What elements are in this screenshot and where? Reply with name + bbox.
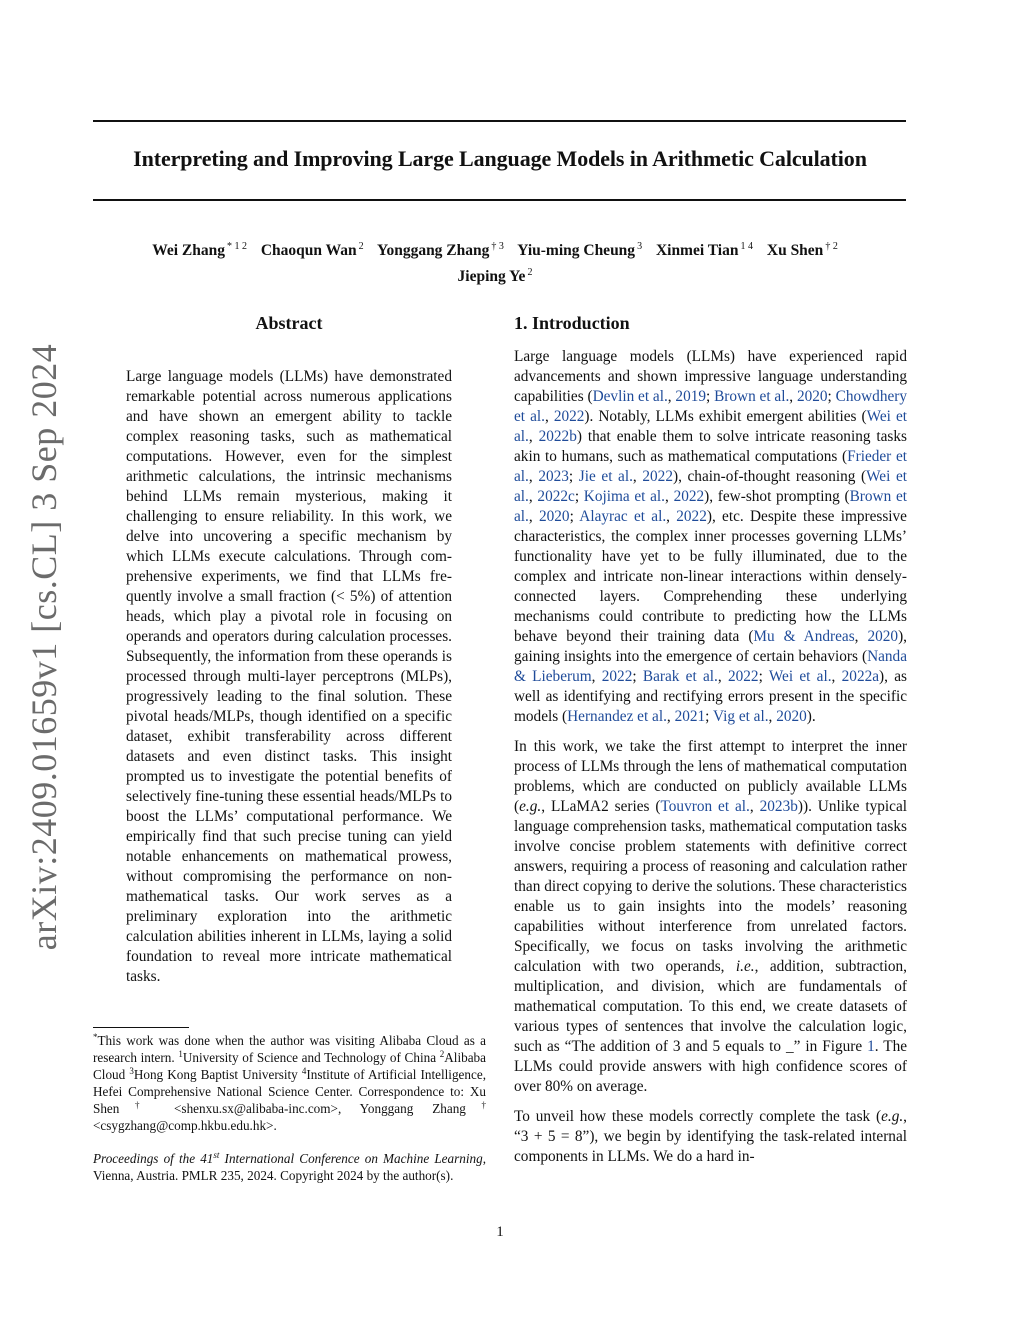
citation-link[interactable]: 2020 [538,508,570,525]
introduction-body [514,347,907,1177]
footnote-rule [93,1027,189,1028]
superscript: 2 [439,1049,445,1059]
citation-link[interactable]: Wei et al. [514,408,907,445]
citation-link[interactable]: Jie et al. [578,468,633,485]
citation-link[interactable]: 1 [867,1038,875,1055]
citation-link[interactable]: Touvron et al. [660,798,750,815]
affiliation-footnote: *This work was done when the author was visiting Alibaba Cloud as a research intern. $^1$University of Science and Technology of China $^2$Alibaba Cloud $^3$Hong Kong Baptist University $^4$Institute of Artificial Intelligence, Hefei Comprehensive National Science Center. Correspondence to: Xu Shen† <shenxu.sx@alibaba-inc.com>, Yonggang Zhang† <csygzhang@comp.hkbu.edu.hk>. [93,1032,487,1133]
citation-link[interactable]: Brown et al. [514,488,907,525]
citation-link[interactable]: 2020 [796,388,828,405]
citation-link[interactable]: 2023b [759,798,798,815]
superscript: † [119,1100,156,1110]
citation-link[interactable]: 2023 [538,468,569,485]
author: Jieping Ye $^2$ [457,267,533,285]
superscript: † [465,1100,487,1110]
citation-link[interactable]: 2022a [841,668,880,685]
author: Wei Zhang $^{* 1 2}$ [152,241,247,259]
citation-link[interactable]: Mu & Andreas [753,628,855,645]
abstract-text: Large language models (LLMs) have demonstrated remarkable potential across numerous applications and have shown an emergent ability to tackle complex reasoning tasks, such as mathematical computations. However, even for the simplest arithmetic calculations, the intrinsic mechanisms behind LLMs remain mysterious, making it challenging to ensure reliability. In this work, we delve into uncovering a specific mechanism by which LLMs execute calculations. Through comprehensive experiments, we find that LLMs frequently involve a small fraction (< 5%) of attention heads, which play a pivotal role in focusing on operands and operators during calculation processes. Subsequently, the information from these operands is processed through multi-layer perceptrons (MLPs), progressively leading to the final solution. These pivotal heads/MLPs, though identified on a specific dataset, exhibit transferability across different datasets and even distinct tasks. This insight prompted us to investigate the potential benefits of selectively fine-tuning these essential heads/MLPs to boost the LLMs’ computational performance. We empirically find that such precise tuning can yield notable enhancements on mathematical prowess, without compromising the performance on non-mathematical tasks. Our work serves as a preliminary exploration into the arithmetic calculation abilities inherent in LLMs, laying a solid foundation to reveal more intricate mathematical tasks. [126,368,452,985]
citation-link[interactable]: 2021 [674,708,706,725]
citation-link[interactable]: Wei et al. [514,468,907,505]
page-number: 1 [496,1224,504,1240]
citation-link[interactable]: 2022 [601,668,633,685]
italic-text: Proceedings of the 41 [93,1151,214,1166]
citation-link[interactable]: 2022b [538,428,577,445]
citation-link[interactable]: 2022c [537,488,575,505]
citation-link[interactable]: 2019 [675,388,707,405]
intro-paragraph-2: In this work, we take the first attempt to interpret the inner process of LLMs through the lens of mathematical computation problems, which are conducted on publicly available LLMs (e.g., LLaMA2 series (Touvron et al., 2023b)). Unlike typical language comprehension tasks, mathematical computation tasks involve concise problem statements with definitive correct answers, requiring a process of reasoning and calculation rather than direct copying to derive the solutions. These characteristics enable us to gain insights into the models’ reasoning capabilities without interference from unrelated factors. Specifically, we focus on tasks involving the arithmetic calculation with two operands, i.e., addition, subtraction, multiplication, and division, which are fundamentals of mathematical computation. To this end, we create datasets of various types of sentences that involve the calculation logic, such as “The addition of 3 and 5 equals to _” in Figure 1. The LLMs could provide answers with high confidence scores of over 80% on average. [514,738,908,1095]
citation-link[interactable]: Alayrac et al. [579,508,667,525]
author-list [100,236,900,288]
citation-link[interactable]: 2022 [676,508,707,525]
citation-link[interactable]: Vig et al. [712,708,769,725]
author: Yiu-ming Cheung $^3$ [517,241,643,259]
citation-link[interactable]: Devlin et al. [592,388,668,405]
citation-link[interactable]: Nanda & Lieberum [514,648,907,685]
italic-text: International Conference on Machine Learning [219,1151,483,1166]
citation-link[interactable]: Frieder et al. [514,448,907,485]
superscript: * [93,1032,98,1042]
citation-link[interactable]: Brown et al. [714,388,790,405]
title-rule-bottom [93,199,906,201]
citation-link[interactable]: 2020 [867,628,899,645]
introduction-heading: 1. Introduction [514,313,630,333]
superscript: 4 [301,1066,307,1076]
citation-link[interactable]: Chowdhery et al. [514,388,908,425]
citation-link[interactable]: Barak et al. [642,668,718,685]
citation-link[interactable]: 2022 [727,668,759,685]
superscript: st [213,1150,220,1160]
author: Xinmei Tian $^{1 4}$ [655,241,753,259]
author: Yonggang Zhang $^{\dagger 3}$ [376,241,504,259]
intro-paragraph-1: Large language models (LLMs) have experienced rapid advancements and shown impressive language understanding capabilities (Devlin et al., 2019; Brown et al., 2020; Chowdhery et al., 2022). Notably, LLMs exhibit emergent abilities (Wei et al., 2022b) that enable them to solve intricate reasoning tasks akin to humans, such as mathematical computations (Frieder et al., 2023; Jie et al., 2022), chain-of-thought reasoning (Wei et al., 2022c; Kojima et al., 2022), few-shot prompting (Brown et al., 2020; Alayrac et al., 2022), etc. Despite these impressive characteristics, the complex inner processes governing LLMs’ functionality have yet to be fully illuminated, due to the complex and intricate non-linear interactions within densely-connected layers. Comprehending these underlying mechanisms could contribute to predicting how the LLMs behave beyond their training data (Mu & Andreas, 2020), gaining insights into the emergence of certain behaviors (Nanda & Lieberum, 2022; Barak et al., 2022; Wei et al., 2022a), as well as identifying and rectifying errors present in the specific models (Hernandez et al., 2021; Vig et al., 2020). [514,348,908,725]
abstract-heading: Abstract [255,313,323,333]
paper-title: Interpreting and Improving Large Language Models in Arithmetic Calculation [133,146,867,171]
citation-link[interactable]: Kojima et al. [583,488,666,505]
intro-paragraph-3: To unveil how these models correctly complete the task (e.g., “3 + 5 = 8”), we begin by identifying the task-related internal components in LLMs. We do a hard in- [514,1108,907,1165]
citation-link[interactable]: 2020 [776,708,807,725]
citation-link[interactable]: Wei et al. [768,668,832,685]
proceedings-note: Proceedings of the 41st International Conference on Machine Learning, Vienna, Austria. PMLR 235, 2024. Copyright 2024 by the author(s). [93,1150,486,1183]
superscript: 1 [178,1049,183,1059]
citation-link[interactable]: 2022 [642,468,673,485]
citation-link[interactable]: Hernandez et al. [567,708,667,725]
italic-text: i.e. [735,958,755,975]
arxiv-stamp [24,343,64,950]
citation-link[interactable]: 2022 [673,488,705,505]
italic-text: e.g. [881,1108,904,1125]
title-rule-top [93,120,906,122]
superscript: 3 [129,1066,134,1076]
author: Chaoqun Wan $^2$ [260,241,364,259]
italic-text: e.g. [519,798,542,815]
arxiv-identifier: arXiv:2409.01659v1 [cs.CL] 3 Sep 2024 [24,343,64,950]
citation-link[interactable]: 2022 [553,408,585,425]
author: Xu Shen $^{\dagger 2}$ [766,241,838,259]
